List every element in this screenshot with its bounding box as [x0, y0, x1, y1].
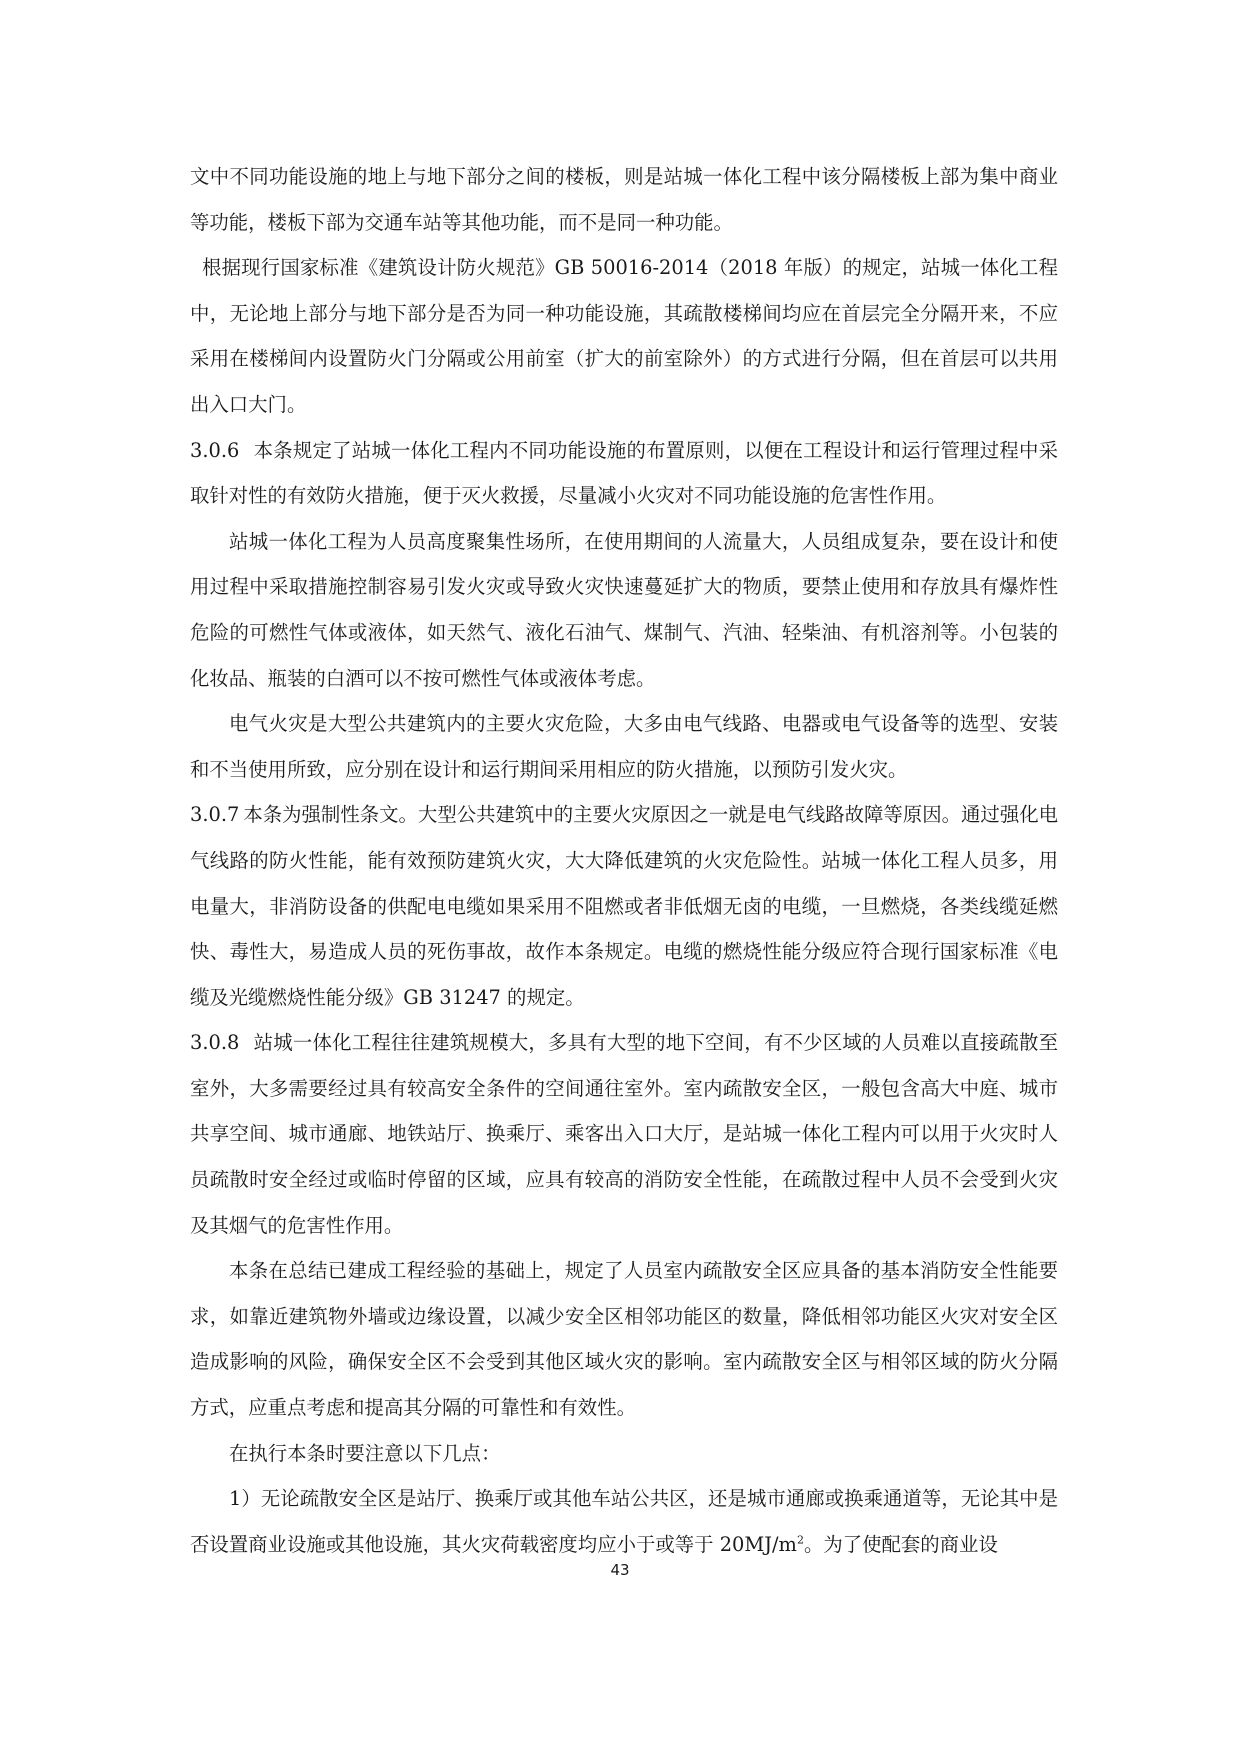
body-text	[190, 154, 1058, 1567]
clause-number: 3.0.6	[190, 438, 240, 462]
clause-3-0-7	[190, 792, 1058, 1020]
clause-number: 3.0.8	[190, 1031, 240, 1055]
paragraph-electrical-fire	[190, 701, 1058, 792]
paragraph-continuation	[190, 154, 1058, 245]
paragraph-crowd-hazards	[190, 519, 1058, 701]
paragraph-text: 电气火灾是大型公共建筑内的主要火灾危险，大多由电气线路、电器或电气设备等的选型、安装和不当使用所致，应分别在设计和运行期间采用相应的防火措施，以预防引发火灾。	[190, 712, 1058, 781]
clause-text: 站城一体化工程往往建筑规模大，多具有大型的地下空间，有不少区域的人员难以直接疏散至室外，大多需要经过具有较高安全条件的空间通往室外。室内疏散安全区，一般包含高大中庭、城市共享空间、城市通廊、地铁站厅、换乘厅、乘客出入口大厅，是站城一体化工程内可以用于火灾时人员疏散时安全经过或临时停留的区域，应具有较高的消防安全性能，在疏散过程中人员不会受到火灾及其烟气的危害性作用。	[190, 1031, 1058, 1237]
superscript: 2	[796, 1533, 804, 1547]
paragraph-note-1	[190, 1476, 1058, 1567]
paragraph-text: 站城一体化工程为人员高度聚集性场所，在使用期间的人流量大，人员组成复杂，要在设计和使用过程中采取措施控制容易引发火灾或导致火灾快速蔓延扩大的物质，要禁止使用和存放具有爆炸性危险的可燃性气体或液体，如天然气、液化石油气、煤制气、汽油、轻柴油、有机溶剂等。小包装的化妆品、瓶装的白酒可以不按可燃性气体或液体考虑。	[190, 529, 1058, 690]
paragraph-text: 根据现行国家标准《建筑设计防火规范》GB 50016-2014（2018 年版）的规定，站城一体化工程中，无论地上部分与地下部分是否为同一种功能设施，其疏散楼梯间均应在首层完全分隔开来，不应采用在楼梯间内设置防火门分隔或公用前室（扩大的前室除外）的方式进行分隔，但在首层可以共用出入口大门。	[190, 256, 1058, 416]
page-number: 43	[610, 1561, 630, 1579]
paragraph-safety-zone-requirements	[190, 1248, 1058, 1430]
paragraph-text: 本条在总结已建成工程经验的基础上，规定了人员室内疏散安全区应具备的基本消防安全性能要求，如靠近建筑物外墙或边缘设置，以减少安全区相邻功能区的数量，降低相邻功能区火灾对安全区造成影响的风险，确保安全区不会受到其他区域火灾的影响。室内疏散安全区与相邻区域的防火分隔方式，应重点考虑和提高其分隔的可靠性和有效性。	[190, 1259, 1058, 1420]
paragraph-gb-50016	[190, 245, 1058, 427]
clause-3-0-8	[190, 1020, 1058, 1248]
clause-number: 3.0.7	[190, 803, 240, 827]
clause-text: 本条规定了站城一体化工程内不同功能设施的布置原则，以便在工程设计和运行管理过程中采取针对性的有效防火措施，便于灭火救援，尽量减小火灾对不同功能设施的危害性作用。	[190, 438, 1058, 508]
paragraph-tail: 。为了使配套的商业设	[803, 1532, 998, 1556]
clause-3-0-6	[190, 428, 1058, 519]
paragraph-notes-intro	[190, 1431, 1058, 1477]
clause-text: 本条为强制性条文。大型公共建筑中的主要火灾原因之一就是电气线路故障等原因。通过强化电气线路的防火性能，能有效预防建筑火灾，大大降低建筑的火灾危险性。站城一体化工程人员多，用电量大，非消防设备的供配电电缆如果采用不阻燃或者非低烟无卤的电缆，一旦燃烧，各类线缆延燃快、毒性大，易造成人员的死伤事故，故作本条规定。电缆的燃烧性能分级应符合现行国家标准《电缆及光缆燃烧性能分级》GB 31247 的规定。	[190, 803, 1058, 1009]
paragraph-text: 在执行本条时要注意以下几点：	[229, 1441, 501, 1465]
paragraph-text: 文中不同功能设施的地上与地下部分之间的楼板，则是站城一体化工程中该分隔楼板上部为集中商业等功能，楼板下部为交通车站等其他功能，而不是同一种功能。	[190, 165, 1058, 234]
paragraph-text: 1）无论疏散安全区是站厅、换乘厅或其他车站公共区，还是城市通廊或换乘通道等，无论其中是否设置商业设施或其他设施，其火灾荷载密度均应小于或等于 20MJ/m	[190, 1487, 1058, 1556]
